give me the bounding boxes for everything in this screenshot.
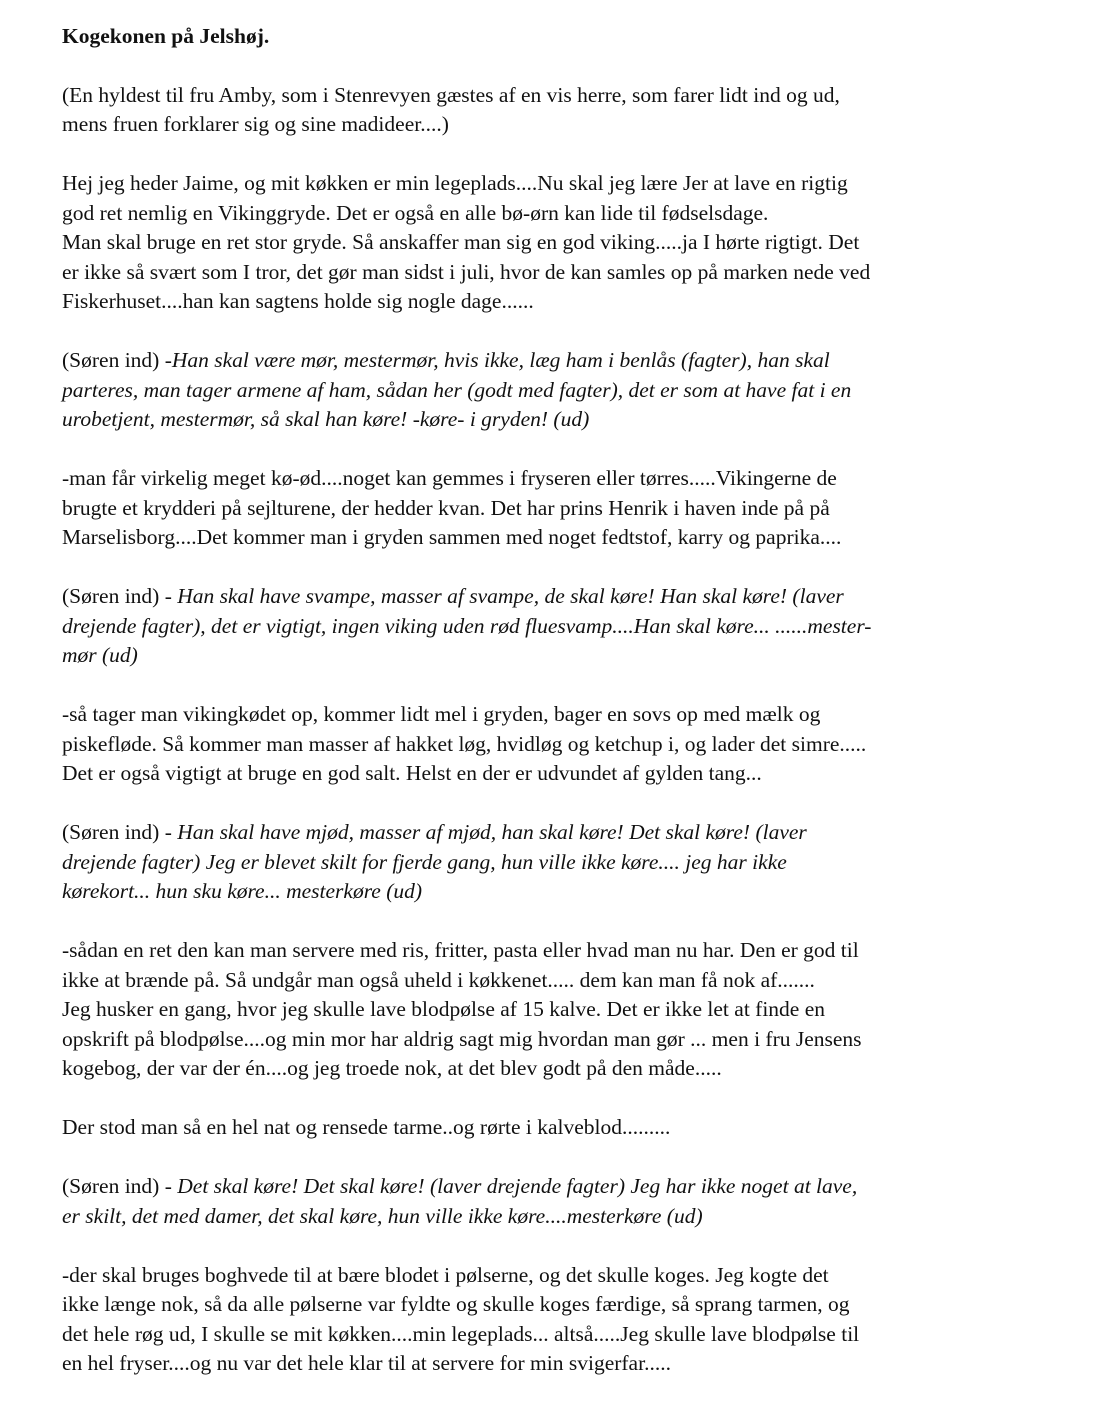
document-title: Kogekonen på Jelshøj. (62, 24, 270, 48)
text-line: urobetjent, mestermør, så skal han køre! -køre- i gryden! (ud) (62, 407, 590, 431)
text-line: -så tager man vikingkødet op, kommer lidt mel i gryden, bager en sovs op med mælk og (62, 702, 821, 726)
document-page (62, 22, 1072, 1408)
text-line: parteres, man tager armene af ham, sådan her (godt med fagter), det er som at have fat i en (62, 377, 852, 402)
text-line: mens fruen forklarer sig og sine madideer....) (62, 112, 449, 136)
paragraph-intro (62, 81, 1072, 140)
text-line (62, 1172, 1072, 1202)
paragraph-soren-interjection (62, 582, 1072, 671)
paragraph-narration (62, 169, 1072, 317)
text-line: er skilt, det med damer, det skal køre, hun ville ikke køre....mesterkøre (ud) (62, 1203, 703, 1228)
paragraph-soren-interjection (62, 346, 1072, 435)
text-line (62, 346, 1072, 376)
text-line: Jeg husker en gang, hvor jeg skulle lave blodpølse af 15 kalve. Det er ikke let at finde en (62, 997, 826, 1021)
text-line: det hele røg ud, I skulle se mit køkken....min legeplads... altså.....Jeg skulle lave blodpølse til (62, 1321, 860, 1346)
italic-text: Han skal have mjød, masser af mjød, han skal køre! Det skal køre! (laver (177, 820, 807, 844)
text-line: ikke længe nok, så da alle pølserne var fyldte og skulle koges færdige, så sprang tarmen, og (62, 1292, 850, 1316)
text-line: drejende fagter), det er vigtigt, ingen viking uden rød fluesvamp....Han skal køre... ......mester- (62, 613, 872, 638)
text-line: er ikke så svært som I tror, det gør man sidst i juli, hvor de kan samles op på marken nede ved (62, 259, 871, 284)
text-line: ikke at brænde på. Så undgår man også uheld i køkkenet..... dem kan man få nok af....... (62, 967, 815, 992)
text-line: Det er også vigtigt at bruge en god salt. Helst en der er udvundet af gylden tang... (62, 761, 762, 785)
text-line: piskefløde. Så kommer man masser af hakket løg, hvidløg og ketchup i, og lader det simre..... (62, 731, 867, 756)
paragraph-soren-interjection (62, 1172, 1072, 1231)
italic-text: Det skal køre! Det skal køre! (laver drejende fagter) Jeg har ikke noget at lave, (177, 1174, 858, 1198)
speaker-prefix: (Søren ind) (62, 348, 165, 372)
text-line: Der stod man så en hel nat og rensede tarme..og rørte i kalveblod......... (62, 1115, 671, 1139)
text-line: drejende fagter) Jeg er blevet skilt for fjerde gang, hun ville ikke køre.... jeg har ikke (62, 849, 787, 874)
speaker-prefix: (Søren ind) - (62, 584, 178, 608)
text-line (62, 818, 1072, 848)
text-line: Hej jeg heder Jaime, og mit køkken er min legeplads....Nu skal jeg lære Jer at lave en rigtig (62, 171, 848, 195)
text-line: mør (ud) (62, 643, 138, 667)
paragraph-narration (62, 700, 1072, 789)
text-line: -man får virkelig meget kø-ød....noget kan gemmes i fryseren eller tørres.....Vikingerne de (62, 466, 837, 490)
text-line: -der skal bruges boghvede til at bære blodet i pølserne, og det skulle koges. Jeg kogte det (62, 1262, 829, 1287)
paragraph-narration (62, 464, 1072, 553)
text-line: brugte et krydderi på sejlturene, der hedder kvan. Det har prins Henrik i haven inde på på (62, 495, 830, 520)
italic-text: Han skal have svampe, masser af svampe, de skal køre! Han skal køre! (laver (177, 584, 844, 608)
speaker-prefix: (Søren ind) - (62, 820, 178, 844)
paragraph-soren-interjection (62, 818, 1072, 907)
text-line: Marselisborg....Det kommer man i gryden sammen med noget fedtstof, karry og paprika.... (62, 525, 842, 549)
text-line: kogebog, der var der én....og jeg troede nok, at det blev godt på den måde..... (62, 1056, 722, 1080)
text-line (62, 582, 1072, 612)
text-line: god ret nemlig en Vikinggryde. Det er også en alle bø-ørn kan lide til fødselsdage. (62, 200, 769, 225)
text-line: kørekort... hun sku køre... mesterkøre (ud) (62, 879, 423, 903)
speaker-prefix: (Søren ind) - (62, 1174, 178, 1198)
text-line: en hel fryser....og nu var det hele klar til at servere for min svigerfar..... (62, 1351, 671, 1375)
paragraph-narration (62, 1113, 1072, 1143)
paragraph-narration (62, 1261, 1072, 1379)
text-line: opskrift på blodpølse....og min mor har aldrig sagt mig hvordan man gør ... men i fru Jensens (62, 1026, 862, 1051)
italic-text: -Han skal være mør, mestermør, hvis ikke, læg ham i benlås (fagter), han skal (164, 348, 830, 372)
text-line: -sådan en ret den kan man servere med ris, fritter, pasta eller hvad man nu har. Den er god til (62, 938, 859, 962)
text-line: Man skal bruge en ret stor gryde. Så anskaffer man sig en god viking.....ja I hørte rigtigt. Det (62, 230, 860, 254)
paragraph-narration (62, 936, 1072, 1084)
text-line: Fiskerhuset....han kan sagtens holde sig nogle dage...... (62, 289, 534, 313)
text-line: (En hyldest til fru Amby, som i Stenrevyen gæstes af en vis herre, som farer lidt ind og ud, (62, 82, 840, 107)
